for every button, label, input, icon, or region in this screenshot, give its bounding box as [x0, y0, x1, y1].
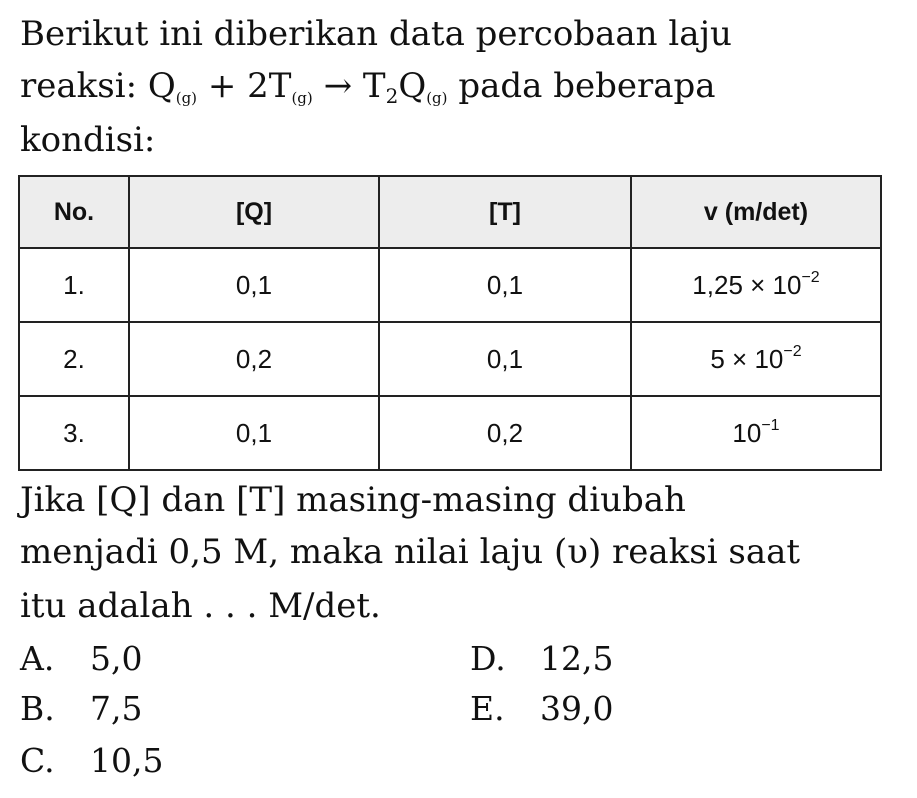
- question-line-2: menjadi 0,5 M, maka nilai laju (υ) reaksi saat: [20, 532, 801, 572]
- cell-no: 1.: [19, 248, 129, 322]
- option-value: 10,5: [90, 741, 164, 780]
- option-key: C.: [20, 741, 55, 780]
- experiment-table: [18, 175, 882, 471]
- v-base: 10: [732, 418, 762, 448]
- v-base: 1,25 × 10: [692, 270, 802, 300]
- option-value: 5,0: [90, 639, 143, 678]
- option-b[interactable]: [20, 690, 142, 728]
- option-value: 39,0: [540, 689, 614, 728]
- table-row: [19, 396, 881, 470]
- subscript-2: 2: [385, 84, 399, 108]
- option-key: A.: [20, 639, 55, 678]
- cell-v: [631, 322, 881, 396]
- option-value: 7,5: [90, 689, 143, 728]
- cell-t: 0,1: [379, 322, 631, 396]
- species-t: T: [362, 66, 386, 106]
- cell-t: 0,2: [379, 396, 631, 470]
- species-q2: Q: [398, 66, 427, 106]
- species-q: Q: [147, 66, 176, 106]
- option-d[interactable]: [470, 640, 613, 678]
- table-row: [19, 248, 881, 322]
- header-v: v (m/det): [631, 176, 881, 248]
- header-no: No.: [19, 176, 129, 248]
- option-e[interactable]: [470, 690, 613, 728]
- header-t: [T]: [379, 176, 631, 248]
- term-2t: + 2T: [207, 66, 292, 106]
- intro-line-2: [20, 66, 716, 118]
- v-exponent: −2: [783, 343, 802, 360]
- option-key: B.: [20, 689, 55, 728]
- cell-q: 0,1: [129, 248, 379, 322]
- header-q: [Q]: [129, 176, 379, 248]
- reaction-equation: [148, 66, 458, 106]
- option-key: E.: [470, 689, 505, 728]
- reaction-arrow: →: [323, 66, 353, 106]
- intro-line-1: Berikut ini diberikan data percobaan laju: [20, 14, 732, 54]
- cell-no: 3.: [19, 396, 129, 470]
- v-exponent: −2: [801, 269, 820, 286]
- question-line-3: itu adalah . . . M/det.: [20, 586, 381, 626]
- state-label: (g): [175, 89, 198, 107]
- intro-suffix: pada beberapa: [458, 66, 716, 106]
- table-header-row: [19, 176, 881, 248]
- cell-v: [631, 396, 881, 470]
- cell-q: 0,2: [129, 322, 379, 396]
- v-base: 5 × 10: [710, 344, 784, 374]
- table-row: [19, 322, 881, 396]
- intro-prefix: reaksi:: [20, 66, 138, 106]
- option-c[interactable]: [20, 742, 163, 780]
- option-a[interactable]: [20, 640, 142, 678]
- cell-v: [631, 248, 881, 322]
- option-key: D.: [470, 639, 506, 678]
- v-exponent: −1: [761, 417, 780, 434]
- cell-q: 0,1: [129, 396, 379, 470]
- intro-line-3: kondisi:: [20, 120, 156, 160]
- state-label: (g): [426, 89, 448, 107]
- cell-no: 2.: [19, 322, 129, 396]
- option-value: 12,5: [540, 639, 614, 678]
- question-line-1: Jika [Q] dan [T] masing-masing diubah: [20, 480, 686, 520]
- state-label: (g): [291, 89, 313, 107]
- cell-t: 0,1: [379, 248, 631, 322]
